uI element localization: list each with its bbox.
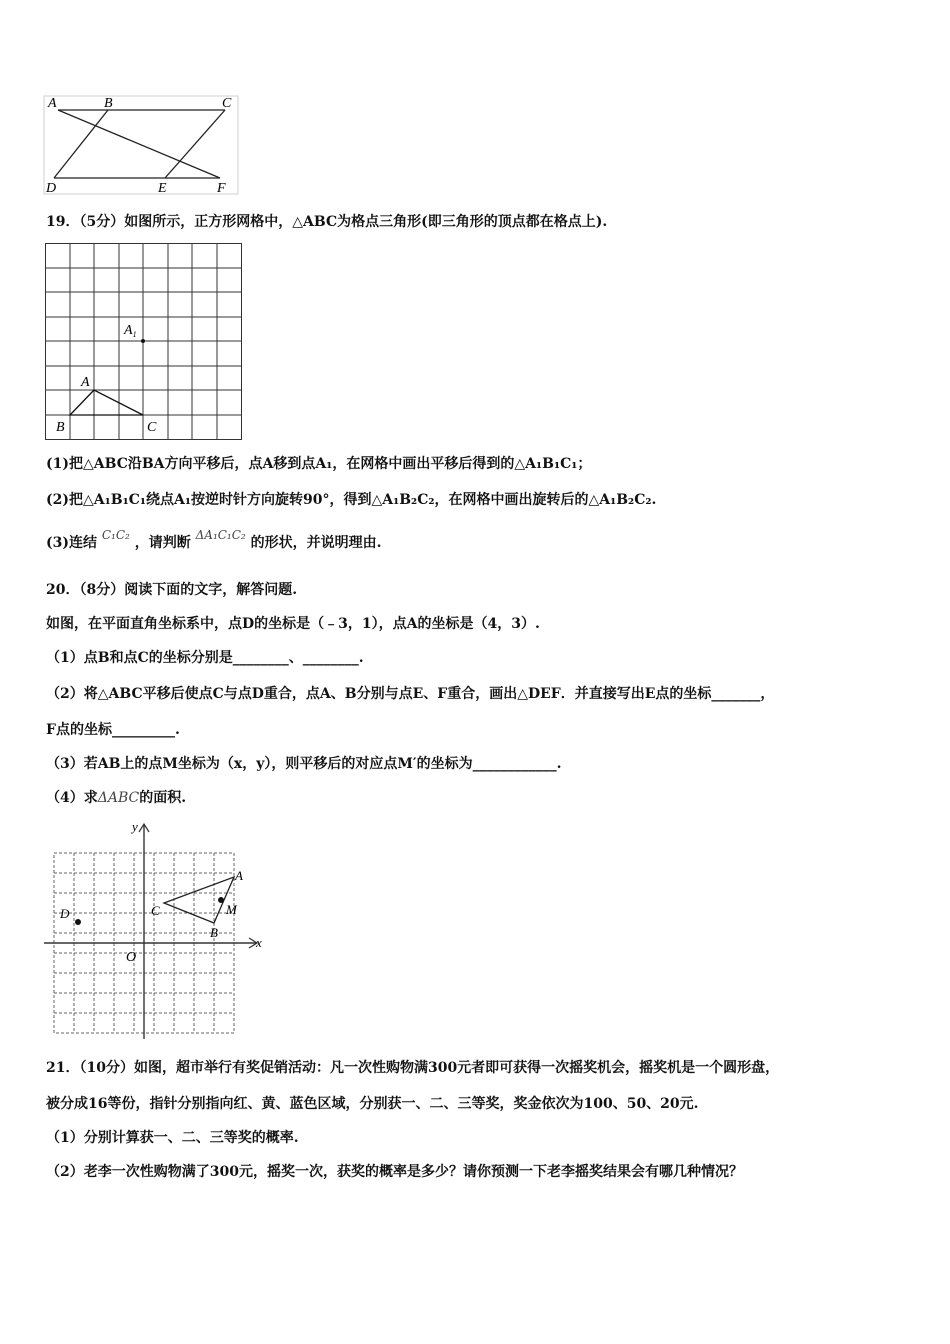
q20-header: 20．（8分）阅读下面的文字，解答问题. (46, 582, 298, 598)
q20-expr-abc: ΔABC (97, 790, 140, 806)
axis-label-x: x (256, 935, 262, 950)
coord-label-m: M (226, 902, 237, 917)
q21-line1: 21．（10分）如图，超市举行有奖促销活动：凡一次性购物满300元者即可获得一次摇奖机会，摇奖机是一个圆形盘， (46, 1060, 780, 1076)
label-b: B (104, 96, 113, 111)
q20-part1: （1）点B和点C的坐标分别是________、________. (46, 650, 364, 666)
axis-label-y: y (132, 819, 138, 834)
q20-part4-b: 的面积. (139, 790, 187, 806)
q19-part1: (1)把△ABC沿BA方向平移后，点A移到点A₁，在网格中画出平移后得到的△A₁B₁C₁； (46, 456, 592, 472)
q20-part4-a: （4）求 (46, 790, 98, 806)
q20-intro: 如图，在平面直角坐标系中，点D的坐标是（﹣3，1），点A的坐标是（4，3）. (46, 616, 540, 632)
segment-cf (220, 110, 225, 178)
point-d (75, 919, 81, 925)
figure-q18 (42, 92, 242, 198)
q21-part1: （1）分别计算获一、二、三等奖的概率. (46, 1130, 299, 1146)
point-m (218, 897, 224, 903)
coord-label-b: B (210, 925, 218, 940)
grid-label-c: C (147, 420, 157, 435)
coordinate-figure-q20 (42, 815, 268, 1043)
q19-header: 19．（5分）如图所示，正方形网格中，△ABC为格点三角形(即三角形的顶点都在格点上). (46, 214, 608, 230)
q19-expr-c1c2: C₁C₂ (101, 528, 130, 542)
q20-part2-a: （2）将△ABC平移后使点C与点D重合，点A、B分别与点E、F重合，画出△DEF．并直接写出E点的坐标_______， (46, 686, 775, 702)
label-c: C (222, 96, 232, 111)
q19-part2: (2)把△A₁B₁C₁绕点A₁按逆时针方向旋转90°，得到△A₁B₂C₂，在网格中画出旋转后的△A₁B₂C₂. (46, 492, 657, 508)
label-d: D (46, 181, 57, 196)
coord-label-c: C (151, 903, 160, 918)
point-a1 (141, 339, 145, 343)
coord-label-a: A (235, 868, 243, 883)
grid-label-b: B (56, 420, 65, 435)
q19-part3 (46, 528, 382, 553)
q20-part3: （3）若AB上的点M坐标为（x，y），则平移后的对应点M′的坐标为____________. (46, 756, 562, 772)
triangle-abc (70, 390, 143, 415)
q19-part3-b: ，请判断 (134, 535, 191, 551)
grid-label-a1: $A_1$ (124, 323, 137, 339)
grid-figure-q19 (44, 242, 244, 442)
q20-part2-b: F点的坐标_________. (46, 722, 180, 738)
label-e: E (158, 181, 167, 196)
label-a: A (48, 96, 57, 111)
q19-expr-triangle: ΔA₁C₁C₂ (195, 528, 246, 542)
label-f: F (217, 181, 226, 196)
grid-label-a: A (81, 375, 90, 390)
q21-line2: 被分成16等份，指针分别指向红、黄、蓝色区域，分别获一、二、三等奖，奖金依次为100、50、20元. (46, 1096, 699, 1112)
q20-part4 (46, 788, 186, 808)
q21-part2: （2）老李一次性购物满了300元，摇奖一次，获奖的概率是多少？请你预测一下老李摇奖结果会有哪几种情况？ (46, 1164, 743, 1180)
coord-label-d: D (60, 906, 70, 921)
q19-part3-a: (3)连结 (46, 535, 97, 551)
axis-label-o: O (126, 950, 137, 965)
q19-part3-c: 的形状，并说明理由. (250, 535, 382, 551)
